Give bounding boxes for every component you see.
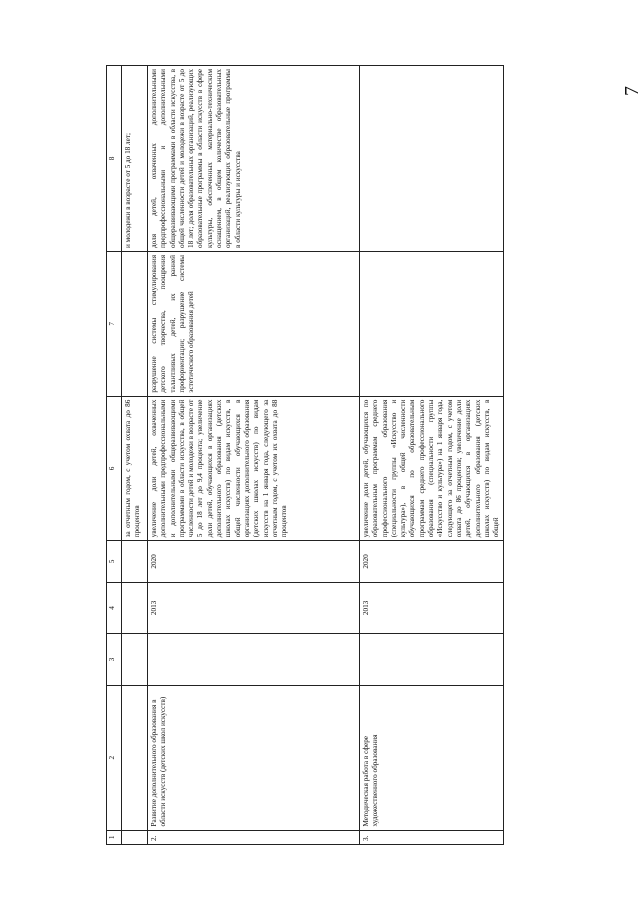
continuation-row — [122, 66, 148, 845]
expected-results: увеличение доли детей, охваченных дополнительными предпрофессиональными и дополнительными общеразвивающими программами в области искусства, в общей численности детей и молодежи в возрасте от 5 до 18 лет до 9,4 процента; увеличение доли детей, обучающихся в организациях дополнительного образования (детских школах искусств) по видам искусств, в общей численности обучающихся в организациях дополнительного образования (детских школах искусств) по видам искусств на 1 января года, следующего за отчетным годом, с учетом их охвата до 88 процентов — [148, 396, 360, 541]
header-cell: 4 — [107, 582, 122, 634]
start-year: 2013 — [148, 582, 360, 634]
header-cell: 1 — [107, 830, 122, 844]
measure-name: Методическая работа в сфере художественного образования — [360, 685, 504, 830]
consequences: разрушение системы стимулирования детского творчества, поощрения талантливых детей, их ранней профориентации; разрушение системы эстетического образования детей — [148, 252, 360, 397]
header-cell: 6 — [107, 396, 122, 541]
table-row — [148, 66, 360, 845]
indicators-continuation: и молодежи в возрасте от 5 до 18 лет; — [122, 66, 148, 252]
consequences — [360, 252, 504, 397]
expected-results: увеличение доли детей, обучающихся по образовательным программам среднего профессионального образования (специальности группы «Искусство и культура»), в общей численности обучающихся по образовательным программам среднего профессионального образования (специальности группы «Искусство и культура») на 1 января года, следующего за отчетным годом, с учетом охвата до 86 процентов; увеличение доли детей, обучающихся в организациях дополнительного образования (детских школах искусств) по видам искусств, в общей — [360, 396, 504, 541]
indicators: доля детей, охваченных дополнительными предпрофессиональными и дополнительными общеразвивающими программами в области искусства, в общей численности детей и молодежи в возрасте от 5 до 18 лет; доля образовательных организаций, реализующих образовательные программы в области искусств в сфере культуры, обеспеченных материально-техническим оснащением, в общем количестве образовательных организаций, реализующих образовательные программы в области культуры и искусства — [148, 66, 360, 252]
header-cell: 5 — [107, 541, 122, 582]
page-number: 7 — [621, 86, 643, 96]
program-table — [106, 65, 504, 845]
header-cell: 3 — [107, 634, 122, 686]
row-number: 3. — [360, 830, 504, 844]
header-cell: 8 — [107, 66, 122, 252]
header-cell: 2 — [107, 685, 122, 830]
table-row — [360, 66, 504, 845]
measure-name: Развитие дополнительного образования в области искусств (детских школ искусств) — [148, 685, 360, 830]
executor-cell — [360, 634, 504, 686]
results-continuation: за отчетным годом, с учетом охвата до 86 процентов — [122, 396, 148, 541]
end-year: 2020 — [148, 541, 360, 582]
row-number: 2. — [148, 830, 360, 844]
start-year: 2013 — [360, 582, 504, 634]
end-year: 2020 — [360, 541, 504, 582]
header-cell: 7 — [107, 252, 122, 397]
indicators — [360, 66, 504, 252]
document-sheet — [106, 65, 501, 845]
header-row — [107, 66, 122, 845]
executor-cell — [148, 634, 360, 686]
